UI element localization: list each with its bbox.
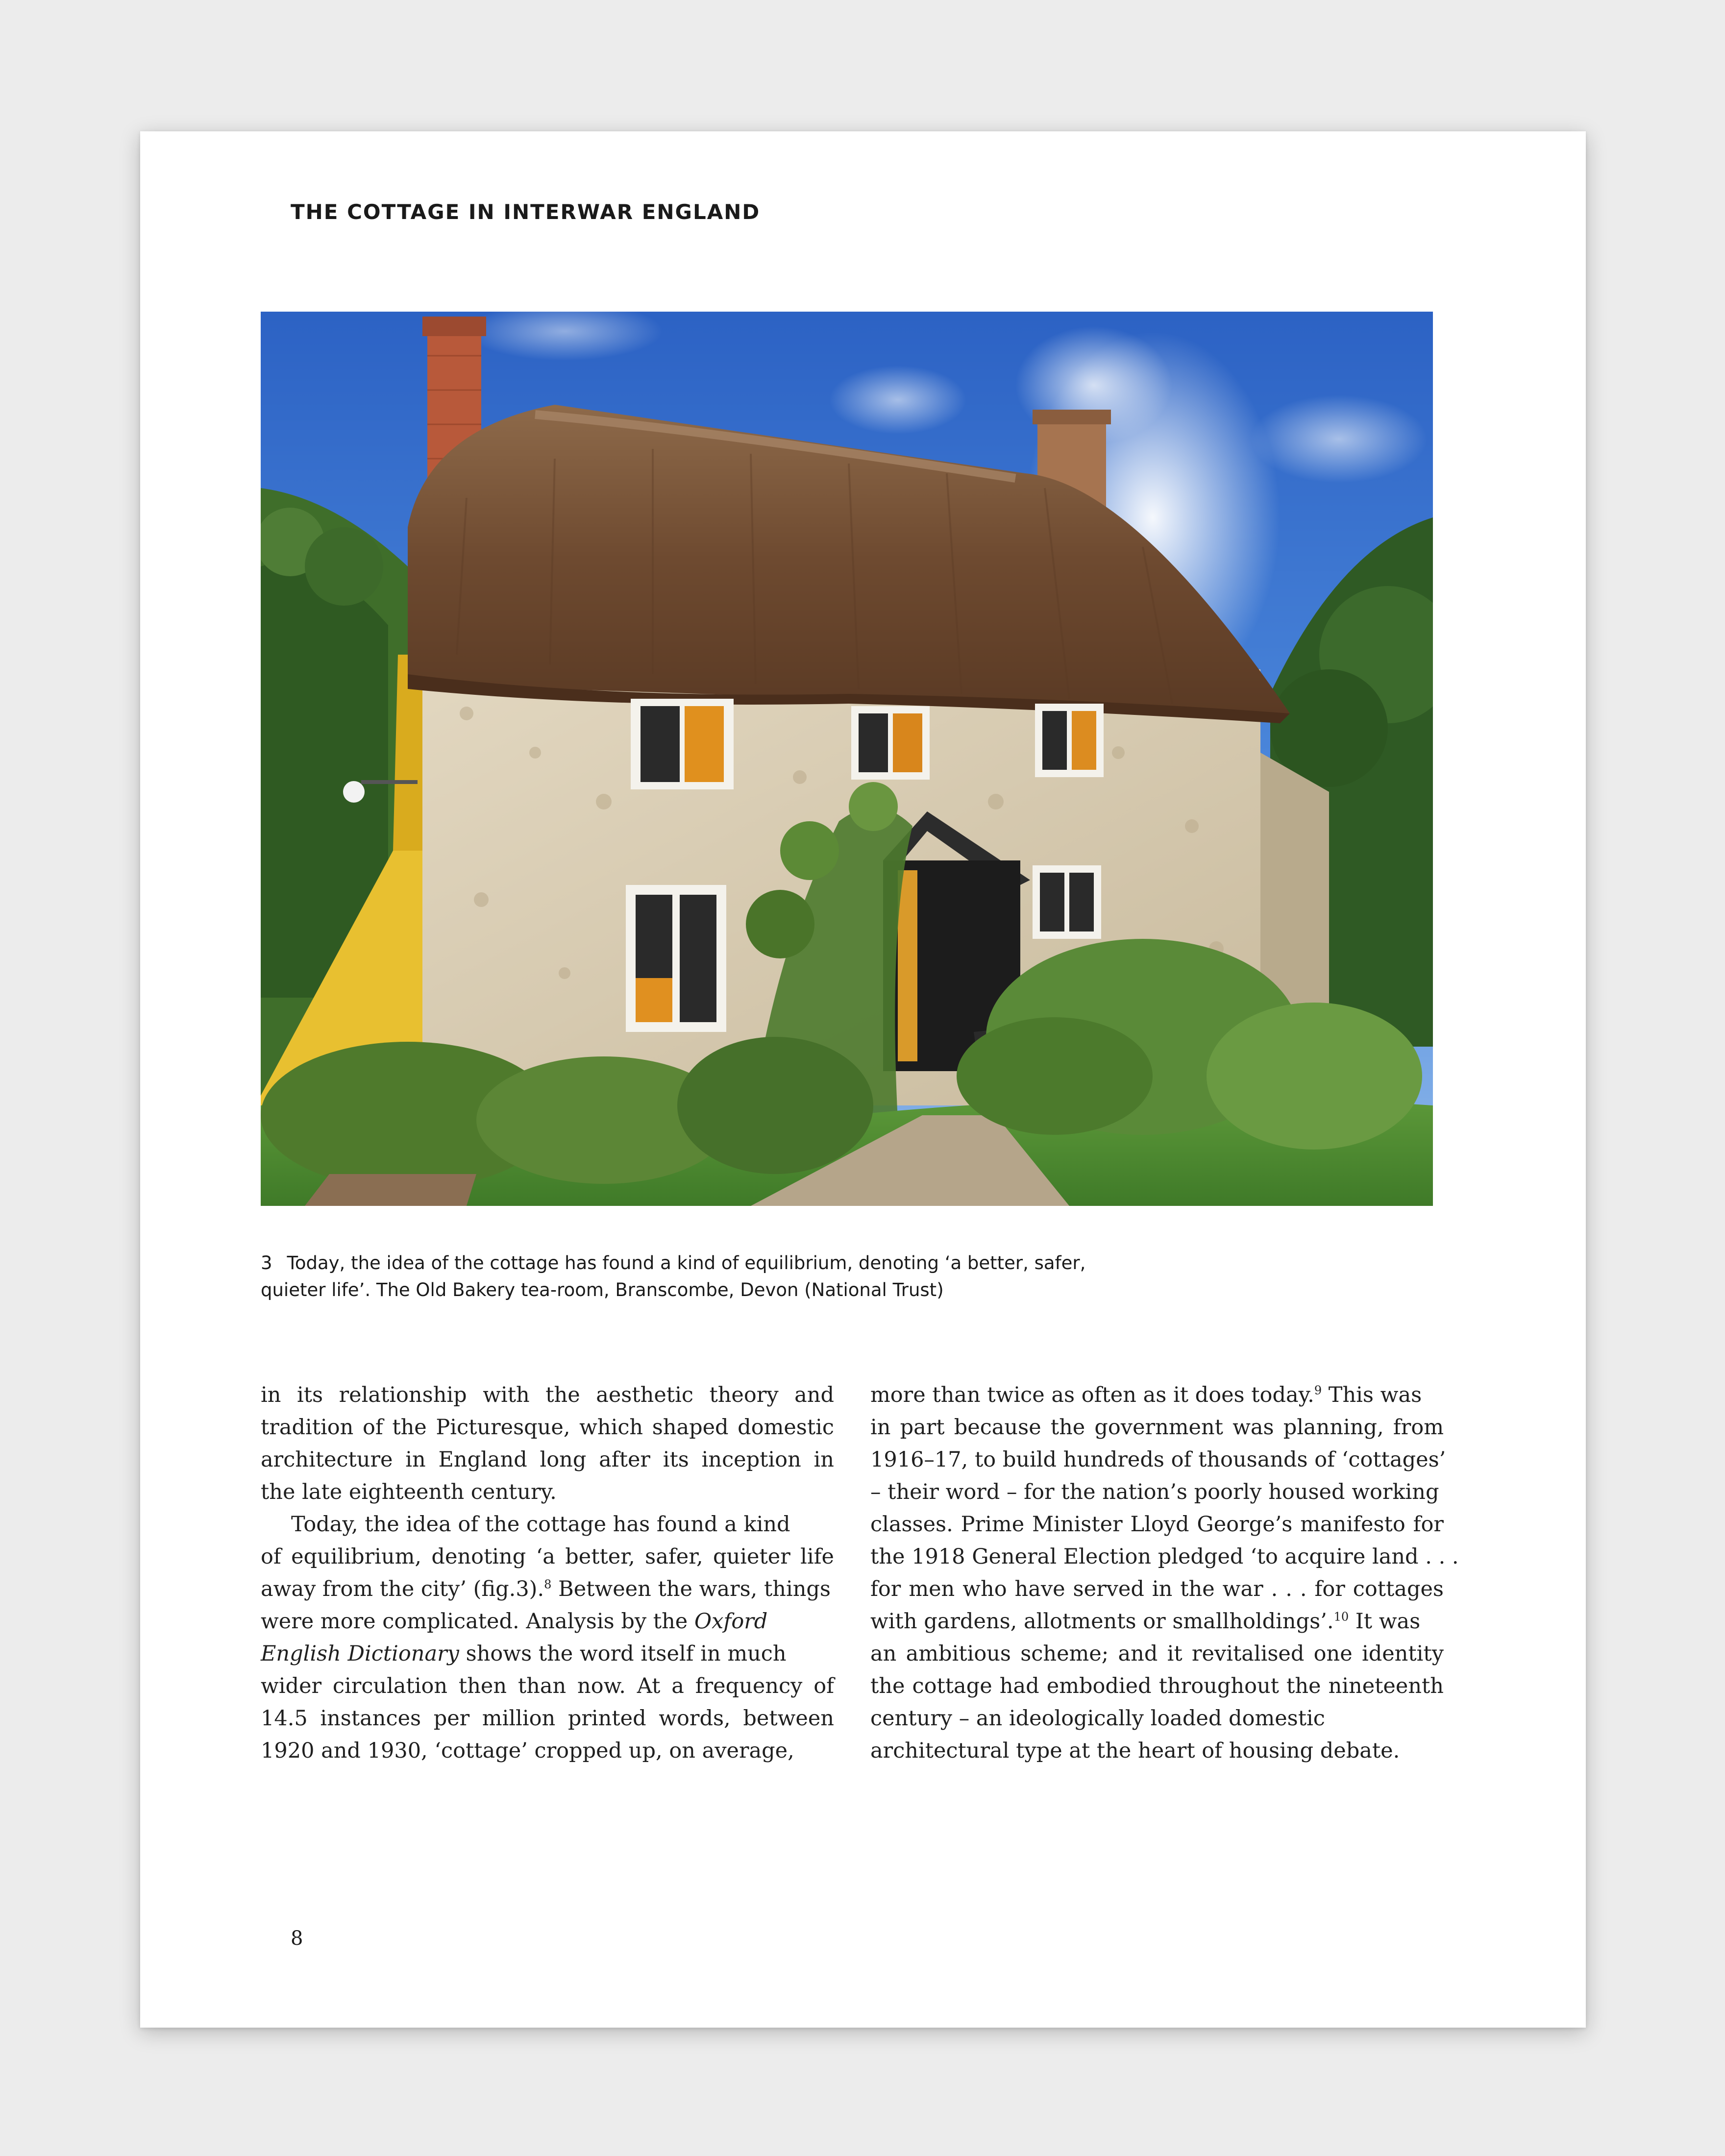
caption-line-2: quieter life’. The Old Bakery tea-room, Branscombe, Devon (National Trust) [261,1279,944,1300]
text-line [261,1605,834,1638]
text-line [261,1638,834,1670]
text-line: in part because the government was planning, from [870,1415,1444,1440]
text-line: architecture in England long after its inception in [261,1447,834,1472]
text-line: century – an ideologically loaded domestic [870,1706,1325,1731]
text-run: This was [1322,1383,1422,1407]
text-line: in its relationship with the aesthetic theory and [261,1383,834,1407]
footnote-ref[interactable]: 10 [1333,1610,1349,1624]
text-run: Between the wars, things [551,1577,831,1601]
text-line: – their word – for the nation’s poorly housed working [870,1480,1439,1504]
text-run: were more complicated. Analysis by the [261,1609,694,1634]
text-line: Today, the idea of the cottage has found a kind [291,1512,790,1537]
text-column-left [261,1379,834,1767]
figure-number: 3 [261,1252,272,1274]
footnote-ref[interactable]: 9 [1314,1383,1322,1397]
text-line: architectural type at the heart of housing debate. [870,1739,1400,1763]
text-run: shows the word itself in much [459,1642,787,1666]
text-line: 1920 and 1930, ‘cottage’ cropped up, on average, [261,1739,794,1763]
caption-line-1: Today, the idea of the cottage has found a kind of equilibrium, denoting ‘a better, safer, [287,1252,1086,1274]
text-line: tradition of the Picturesque, which shaped domestic [261,1415,834,1440]
text-line: of equilibrium, denoting ‘a better, safer, quieter life [261,1544,834,1569]
text-run: more than twice as often as it does today. [870,1383,1314,1407]
cottage-photo [261,312,1433,1206]
text-line: the 1918 General Election pledged ‘to acquire land . . . [870,1544,1459,1569]
text-line: 1916–17, to build hundreds of thousands of ‘cottages’ [870,1447,1446,1472]
italic-title: Oxford [694,1609,768,1634]
italic-title: English Dictionary [261,1642,459,1666]
paragraph [870,1379,1459,1767]
text-column-right [870,1379,1459,1767]
footnote-ref[interactable]: 8 [544,1577,552,1592]
text-line: an ambitious scheme; and it revitalised one identity [870,1642,1444,1666]
text-run: with gardens, allotments or smallholdings’. [870,1609,1334,1634]
text-line [261,1573,834,1605]
running-head: THE COTTAGE IN INTERWAR ENGLAND [291,200,761,224]
text-run: away from the city’ (fig.3). [261,1577,544,1601]
paragraph [261,1379,834,1508]
text-line: the cottage had embodied throughout the nineteenth [870,1674,1444,1698]
book-page [140,131,1586,2028]
page-number: 8 [291,1927,303,1950]
figure-caption [261,1250,1192,1303]
text-line: classes. Prime Minister Lloyd George’s manifesto for [870,1512,1444,1537]
text-run: It was [1349,1609,1421,1634]
text-line: wider circulation then than now. At a frequency of [261,1674,834,1698]
text-line [870,1605,1444,1638]
text-line: the late eighteenth century. [261,1480,557,1504]
paragraph [261,1508,834,1767]
text-line [870,1379,1444,1411]
text-line: for men who have served in the war . . . for cottages [870,1577,1444,1601]
text-line: 14.5 instances per million printed words, between [261,1706,834,1731]
